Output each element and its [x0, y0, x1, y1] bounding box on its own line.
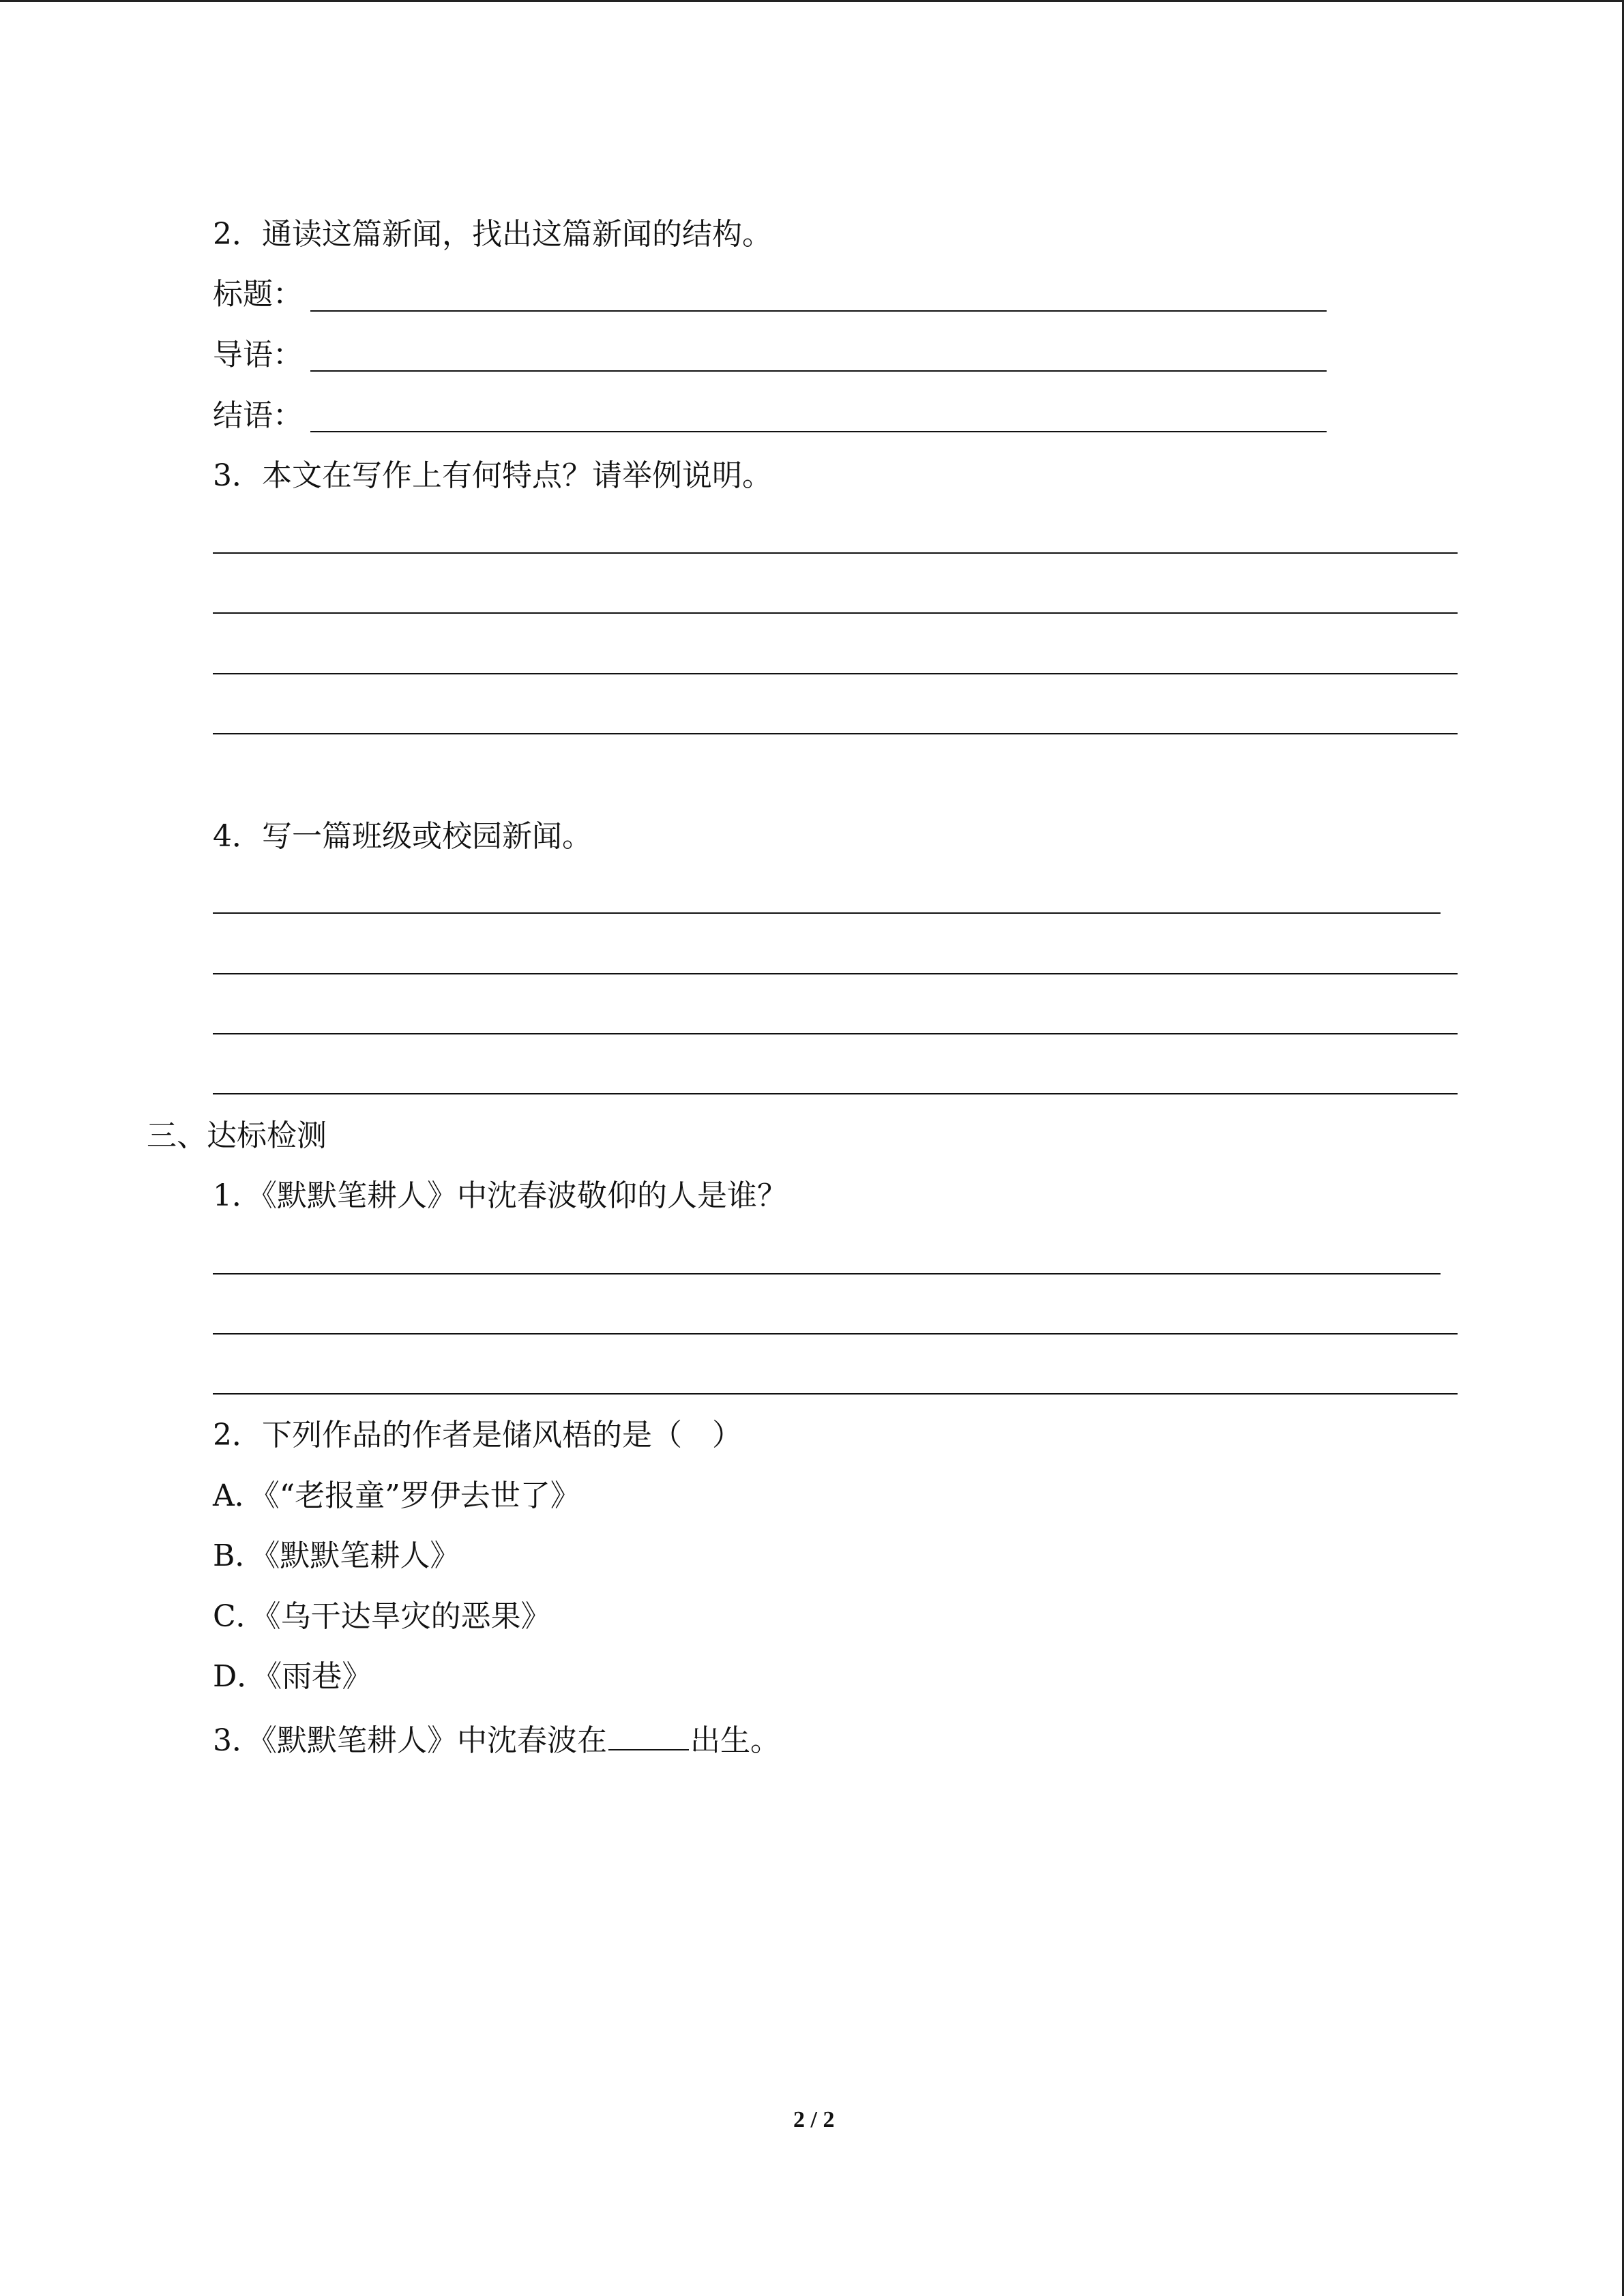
answer-line[interactable]	[213, 1393, 1458, 1395]
answer-line[interactable]	[213, 973, 1458, 974]
option-d[interactable]: D．《雨巷》	[213, 1659, 372, 1694]
section-heading-assessment: 三、达标检测	[147, 1118, 327, 1153]
assessment-question-2: 2．下列作品的作者是储风梧的是（ ）	[213, 1418, 742, 1452]
field-label-title: 标题：	[213, 277, 303, 312]
answer-line[interactable]	[213, 612, 1458, 614]
question-3-text-before: 3．《默默笔耕人》中沈春波在	[213, 1723, 607, 1758]
answer-line[interactable]	[213, 733, 1458, 734]
answer-line[interactable]	[213, 552, 1458, 554]
option-a[interactable]: A．《“老报童”罗伊去世了》	[213, 1478, 580, 1513]
answer-blank-title[interactable]	[310, 310, 1327, 312]
answer-line[interactable]	[213, 1033, 1458, 1034]
answer-line[interactable]	[213, 1093, 1458, 1094]
answer-line[interactable]	[213, 912, 1441, 914]
page-number: 2 / 2	[793, 2107, 835, 2132]
field-label-ending: 结语：	[213, 398, 303, 433]
option-c[interactable]: C．《乌干达旱灾的恶果》	[213, 1599, 551, 1634]
answer-line[interactable]	[213, 1273, 1441, 1274]
question-3-text-after: 出生。	[690, 1723, 780, 1758]
assessment-question-3	[213, 1722, 780, 1756]
assessment-question-1: 1．《默默笔耕人》中沈春波敬仰的人是谁？	[213, 1178, 787, 1213]
field-label-lead: 导语：	[213, 338, 303, 372]
question-4-write-news: 4．写一篇班级或校园新闻。	[213, 819, 592, 854]
answer-line[interactable]	[213, 673, 1458, 674]
answer-line[interactable]	[213, 1333, 1458, 1335]
option-b[interactable]: B．《默默笔耕人》	[213, 1538, 460, 1573]
page-border-top	[0, 0, 1624, 2]
question-3-features: 3．本文在写作上有何特点？请举例说明。	[213, 458, 772, 493]
question-2-structure: 2．通读这篇新闻，找出这篇新闻的结构。	[213, 217, 772, 252]
fill-in-blank[interactable]	[608, 1722, 689, 1750]
answer-blank-lead[interactable]	[310, 370, 1327, 372]
answer-blank-ending[interactable]	[310, 431, 1327, 432]
